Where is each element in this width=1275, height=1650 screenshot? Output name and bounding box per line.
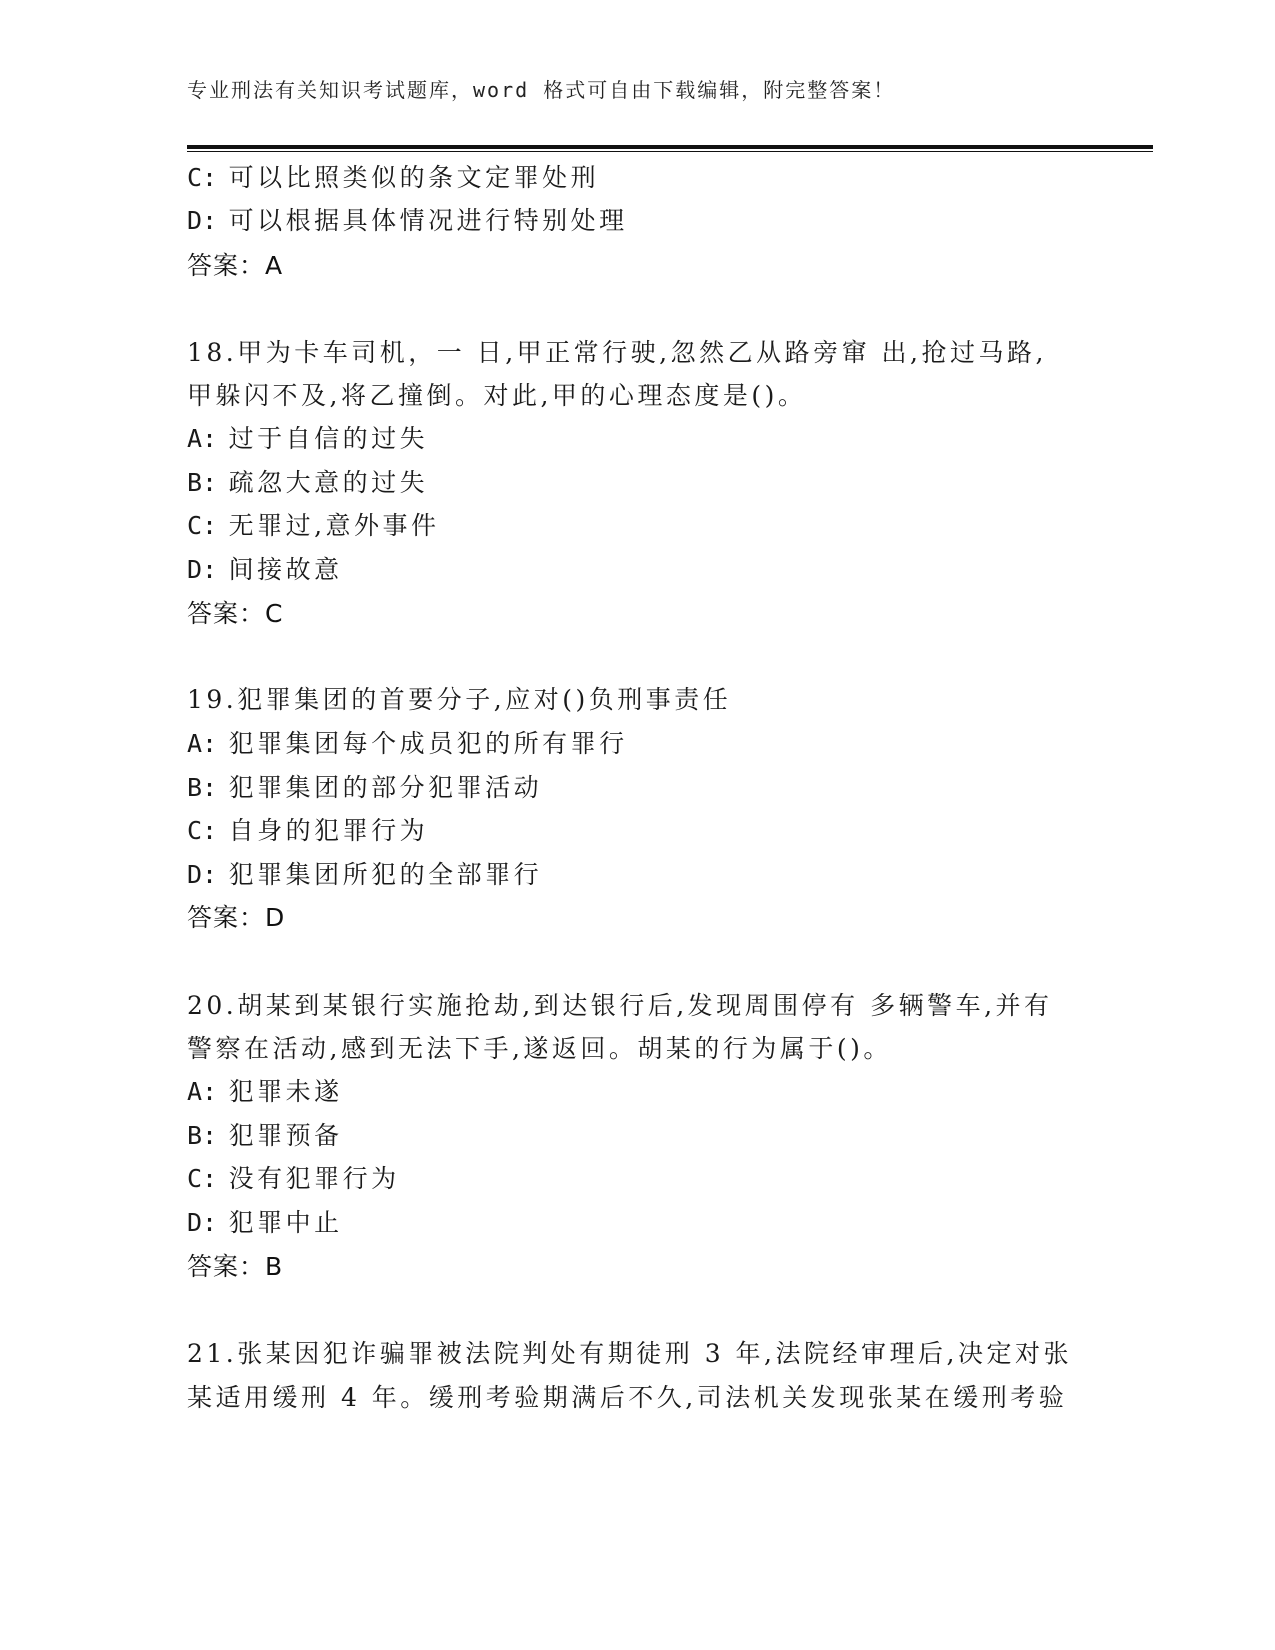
option-text: 自身的犯罪行为 <box>228 816 429 845</box>
option-text: 过于自信的过失 <box>228 424 429 453</box>
option-letter: A: <box>187 729 218 758</box>
option-text: 犯罪集团的部分犯罪活动 <box>228 773 543 802</box>
option-d <box>187 201 628 237</box>
option-text: 无罪过,意外事件 <box>228 511 440 540</box>
option-letter: D: <box>187 555 218 584</box>
option-letter: C: <box>187 1164 218 1193</box>
option-c <box>187 811 428 847</box>
option-text: 犯罪集团每个成员犯的所有罪行 <box>228 729 628 758</box>
option-text: 没有犯罪行为 <box>228 1164 400 1193</box>
header-divider-thin <box>187 151 1153 152</box>
option-c <box>187 506 440 542</box>
option-b <box>187 1116 343 1152</box>
question-stem-line: 18.甲为卡车司机，一 日,甲正常行驶,忽然乙从路旁窜 出,抢过马路, <box>187 338 1047 367</box>
option-letter: C: <box>187 163 218 192</box>
option-c <box>187 158 599 194</box>
option-letter: B: <box>187 468 218 497</box>
answer-line: 答案：B <box>187 1252 284 1281</box>
option-letter: D: <box>187 206 218 235</box>
option-text: 可以比照类似的条文定罪处刑 <box>228 163 600 192</box>
option-text: 间接故意 <box>228 555 343 584</box>
header-divider-thick <box>187 145 1153 149</box>
option-b <box>187 463 428 499</box>
page-header-title: 专业刑法有关知识考试题库，word 格式可自由下载编辑，附完整答案！ <box>187 78 896 102</box>
option-letter: C: <box>187 511 218 540</box>
option-letter: B: <box>187 1121 218 1150</box>
answer-line: 答案：A <box>187 251 284 280</box>
answer-line: 答案：D <box>187 903 286 932</box>
option-d <box>187 855 542 891</box>
question-stem-line: 19.犯罪集团的首要分子,应对()负刑事责任 <box>187 685 732 714</box>
option-text: 可以根据具体情况进行特别处理 <box>228 206 628 235</box>
question-stem-line: 甲躲闪不及,将乙撞倒。对此,甲的心理态度是()。 <box>187 381 807 410</box>
question-stem-line: 21.张某因犯诈骗罪被法院判处有期徒刑 3 年,法院经审理后,决定对张 <box>187 1339 1072 1368</box>
option-a <box>187 724 628 760</box>
option-text: 犯罪未遂 <box>228 1077 343 1106</box>
question-stem-line: 20.胡某到某银行实施抢劫,到达银行后,发现周围停有 多辆警车,并有 <box>187 991 1053 1020</box>
option-letter: B: <box>187 773 218 802</box>
question-stem-line: 某适用缓刑 4 年。缓刑考验期满后不久,司法机关发现张某在缓刑考验 <box>187 1383 1068 1412</box>
option-text: 犯罪预备 <box>228 1121 343 1150</box>
option-text: 疏忽大意的过失 <box>228 468 429 497</box>
option-b <box>187 768 542 804</box>
option-text: 犯罪中止 <box>228 1208 343 1237</box>
option-a <box>187 1072 343 1108</box>
option-letter: C: <box>187 816 218 845</box>
answer-line: 答案：C <box>187 599 284 628</box>
option-c <box>187 1159 400 1195</box>
option-d <box>187 1203 343 1239</box>
option-letter: D: <box>187 860 218 889</box>
option-letter: D: <box>187 1208 218 1237</box>
option-d <box>187 550 343 586</box>
option-letter: A: <box>187 424 218 453</box>
question-stem-line: 警察在活动,感到无法下手,遂返回。胡某的行为属于()。 <box>187 1034 892 1063</box>
option-letter: A: <box>187 1077 218 1106</box>
option-text: 犯罪集团所犯的全部罪行 <box>228 860 543 889</box>
option-a <box>187 419 428 455</box>
